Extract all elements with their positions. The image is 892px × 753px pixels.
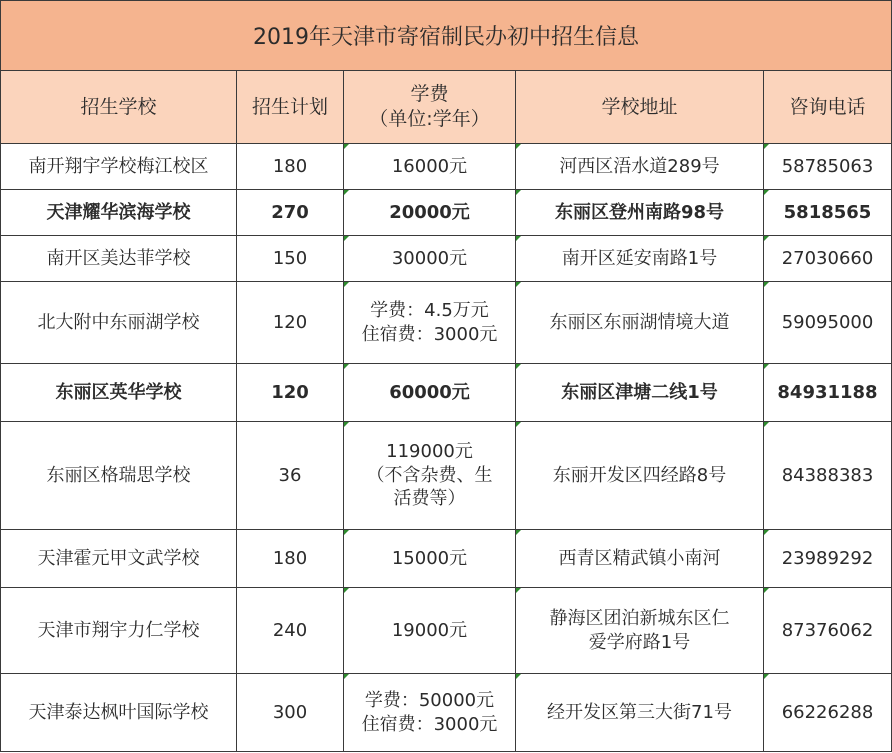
cell-address-line: 东丽区东丽湖情境大道 [549,311,730,333]
table-row [1,588,892,674]
cell-plan: 270 [237,190,344,236]
cell-address [516,144,764,190]
table-row [1,422,892,530]
table-row [1,282,892,364]
cell-school: 东丽区格瑞思学校 [1,422,237,530]
table-row [1,236,892,282]
header-address: 学校地址 [516,71,764,144]
title-row [1,1,892,71]
cell-fee [344,530,516,588]
cell-fee-line: 19000元 [391,619,468,641]
cell-school: 天津霍元甲文武学校 [1,530,237,588]
cell-plan: 120 [237,364,344,422]
cell-plan: 120 [237,282,344,364]
cell-phone: 59095000 [764,282,892,364]
table-title: 2019年天津市寄宿制民办初中招生信息 [1,1,892,71]
cell-address [516,236,764,282]
cell-school: 南开区美达菲学校 [1,236,237,282]
cell-school: 北大附中东丽湖学校 [1,282,237,364]
cell-school: 天津耀华滨海学校 [1,190,237,236]
cell-plan: 36 [237,422,344,530]
header-phone: 咨询电话 [764,71,892,144]
cell-phone: 5818565 [764,190,892,236]
cell-school: 天津市翔宇力仁学校 [1,588,237,674]
cell-address-line: 爱学府路1号 [588,631,691,653]
cell-phone: 66226288 [764,674,892,752]
cell-address [516,674,764,752]
header-fee-unit: （单位:学年） [369,108,490,130]
cell-fee [344,144,516,190]
cell-address [516,364,764,422]
cell-address [516,588,764,674]
cell-phone: 23989292 [764,530,892,588]
table-row [1,674,892,752]
header-school: 招生学校 [1,71,237,144]
cell-plan: 300 [237,674,344,752]
cell-fee-line: 15000元 [391,547,468,569]
cell-plan: 240 [237,588,344,674]
header-row [1,71,892,144]
cell-school: 天津泰达枫叶国际学校 [1,674,237,752]
table-body [1,144,892,752]
cell-address-line: 河西区浯水道289号 [559,155,720,177]
table-row [1,190,892,236]
cell-address-line: 南开区延安南路1号 [561,247,718,269]
cell-fee-line: 住宿费：3000元 [361,323,498,345]
cell-address-line: 经开发区第三大街71号 [547,701,732,723]
cell-phone: 27030660 [764,236,892,282]
cell-fee-line: 学费：50000元 [364,690,495,712]
cell-school: 东丽区英华学校 [1,364,237,422]
cell-phone: 84931188 [764,364,892,422]
cell-address-line: 静海区团泊新城东区仁 [549,608,730,630]
cell-fee-line: 20000元 [389,201,470,223]
cell-address-line: 东丽区登州南路98号 [554,201,725,223]
cell-fee-line: 住宿费：3000元 [361,713,498,735]
cell-address [516,530,764,588]
table-row [1,144,892,190]
cell-phone: 58785063 [764,144,892,190]
cell-fee-line: 60000元 [389,381,470,403]
cell-address-line: 东丽开发区四经路8号 [552,464,727,486]
cell-fee [344,236,516,282]
cell-fee [344,282,516,364]
cell-address [516,282,764,364]
cell-fee-line: 119000元 [386,441,473,463]
header-plan: 招生计划 [237,71,344,144]
cell-fee [344,674,516,752]
cell-plan: 180 [237,530,344,588]
cell-fee [344,588,516,674]
cell-fee-line: 16000元 [391,155,468,177]
header-fee [344,71,516,144]
cell-phone: 87376062 [764,588,892,674]
cell-plan: 180 [237,144,344,190]
table-row [1,530,892,588]
cell-fee-line: 学费：4.5万元 [370,300,489,322]
cell-plan: 150 [237,236,344,282]
cell-address-line: 东丽区津塘二线1号 [561,381,718,403]
cell-fee-line: 30000元 [391,247,468,269]
header-fee-title: 学费 [410,83,449,106]
cell-school: 南开翔宇学校梅江校区 [1,144,237,190]
cell-fee-line: （不含杂费、生 [366,464,493,486]
cell-phone: 84388383 [764,422,892,530]
cell-address [516,422,764,530]
cell-fee [344,364,516,422]
cell-fee [344,422,516,530]
cell-fee-line: 活费等） [393,488,466,510]
cell-address-line: 西青区精武镇小南河 [558,547,721,569]
cell-fee [344,190,516,236]
table-row [1,364,892,422]
cell-address [516,190,764,236]
